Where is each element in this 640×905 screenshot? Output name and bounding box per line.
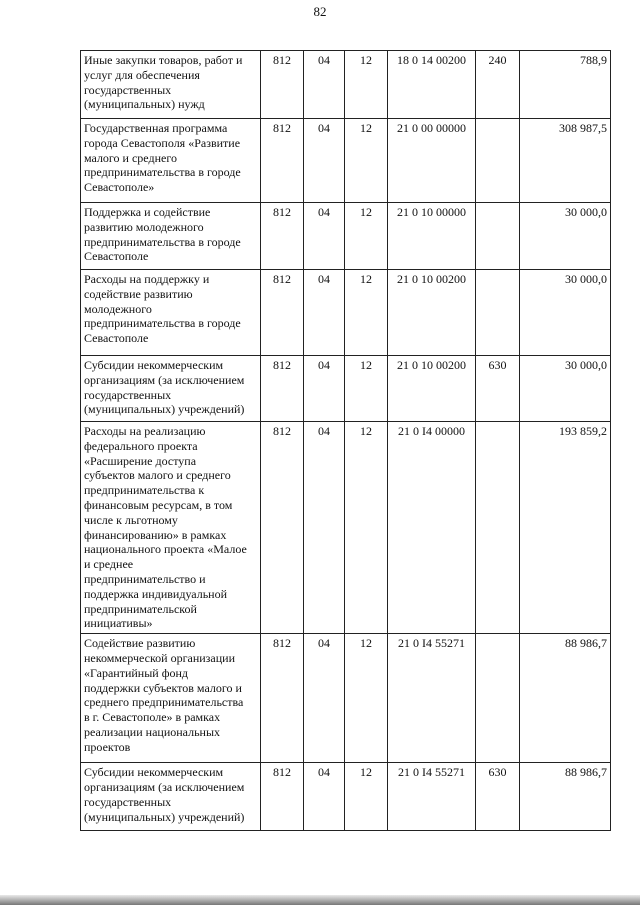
ministry-code: 812 (261, 119, 304, 203)
ministry-code: 812 (261, 203, 304, 270)
expense-type: 630 (476, 356, 520, 422)
ministry-code: 812 (261, 270, 304, 356)
subsection-code: 12 (345, 203, 388, 270)
row-name: Расходы на реализацию федерального проекта «Расширение доступа субъектов малого и среднего предпринимательства к финансовым ресурсам, в том числе к льготному финансированию» в рамках национального проекта «Малое и среднее предпринимательство и поддержка индивидуальной предпринимательской инициативы» (81, 422, 261, 634)
subsection-code: 12 (345, 422, 388, 634)
table-row (81, 763, 611, 831)
ministry-code: 812 (261, 356, 304, 422)
table-row (81, 270, 611, 356)
ministry-code: 812 (261, 51, 304, 119)
ministry-code: 812 (261, 422, 304, 634)
amount: 308 987,5 (520, 119, 611, 203)
row-name: Расходы на поддержку и содействие развитию молодежного предпринимательства в городе Севастополе (81, 270, 261, 356)
section-code: 04 (304, 270, 345, 356)
section-code: 04 (304, 51, 345, 119)
table-row (81, 422, 611, 634)
expense-type (476, 634, 520, 763)
expense-type (476, 203, 520, 270)
target-article: 21 0 10 00200 (388, 356, 476, 422)
ministry-code: 812 (261, 763, 304, 831)
amount: 88 986,7 (520, 634, 611, 763)
section-code: 04 (304, 763, 345, 831)
subsection-code: 12 (345, 119, 388, 203)
expense-type (476, 270, 520, 356)
expense-type: 240 (476, 51, 520, 119)
subsection-code: 12 (345, 634, 388, 763)
target-article: 21 0 00 00000 (388, 119, 476, 203)
table-row (81, 119, 611, 203)
subsection-code: 12 (345, 51, 388, 119)
amount: 88 986,7 (520, 763, 611, 831)
section-code: 04 (304, 422, 345, 634)
section-code: 04 (304, 356, 345, 422)
row-name: Иные закупки товаров, работ и услуг для обеспечения государственных (муниципальных) нужд (81, 51, 261, 119)
expense-type (476, 422, 520, 634)
target-article: 21 0 I4 55271 (388, 763, 476, 831)
ministry-code: 812 (261, 634, 304, 763)
table-row (81, 356, 611, 422)
table-row (81, 634, 611, 763)
subsection-code: 12 (345, 270, 388, 356)
target-article: 21 0 10 00000 (388, 203, 476, 270)
row-name: Содействие развитию некоммерческой организации «Гарантийный фонд поддержки субъектов малого и среднего предпринимательства в г. Севастополе» в рамках реализации национальных проектов (81, 634, 261, 763)
target-article: 18 0 14 00200 (388, 51, 476, 119)
expense-type: 630 (476, 763, 520, 831)
row-name: Субсидии некоммерческим организациям (за исключением государственных (муниципальных) учреждений) (81, 763, 261, 831)
amount: 30 000,0 (520, 270, 611, 356)
subsection-code: 12 (345, 356, 388, 422)
subsection-code: 12 (345, 763, 388, 831)
target-article: 21 0 I4 55271 (388, 634, 476, 763)
section-code: 04 (304, 203, 345, 270)
budget-table (80, 50, 611, 831)
expense-type (476, 119, 520, 203)
amount: 30 000,0 (520, 203, 611, 270)
target-article: 21 0 10 00200 (388, 270, 476, 356)
amount: 788,9 (520, 51, 611, 119)
table-row (81, 203, 611, 270)
amount: 193 859,2 (520, 422, 611, 634)
page-number: 82 (313, 4, 327, 19)
section-code: 04 (304, 119, 345, 203)
amount: 30 000,0 (520, 356, 611, 422)
target-article: 21 0 I4 00000 (388, 422, 476, 634)
scan-bottom-edge (0, 895, 640, 905)
row-name: Государственная программа города Севастополя «Развитие малого и среднего предпринимательства в городе Севастополе» (81, 119, 261, 203)
row-name: Субсидии некоммерческим организациям (за исключением государственных (муниципальных) учреждений) (81, 356, 261, 422)
section-code: 04 (304, 634, 345, 763)
table-row (81, 51, 611, 119)
row-name: Поддержка и содействие развитию молодежного предпринимательства в городе Севастополе (81, 203, 261, 270)
